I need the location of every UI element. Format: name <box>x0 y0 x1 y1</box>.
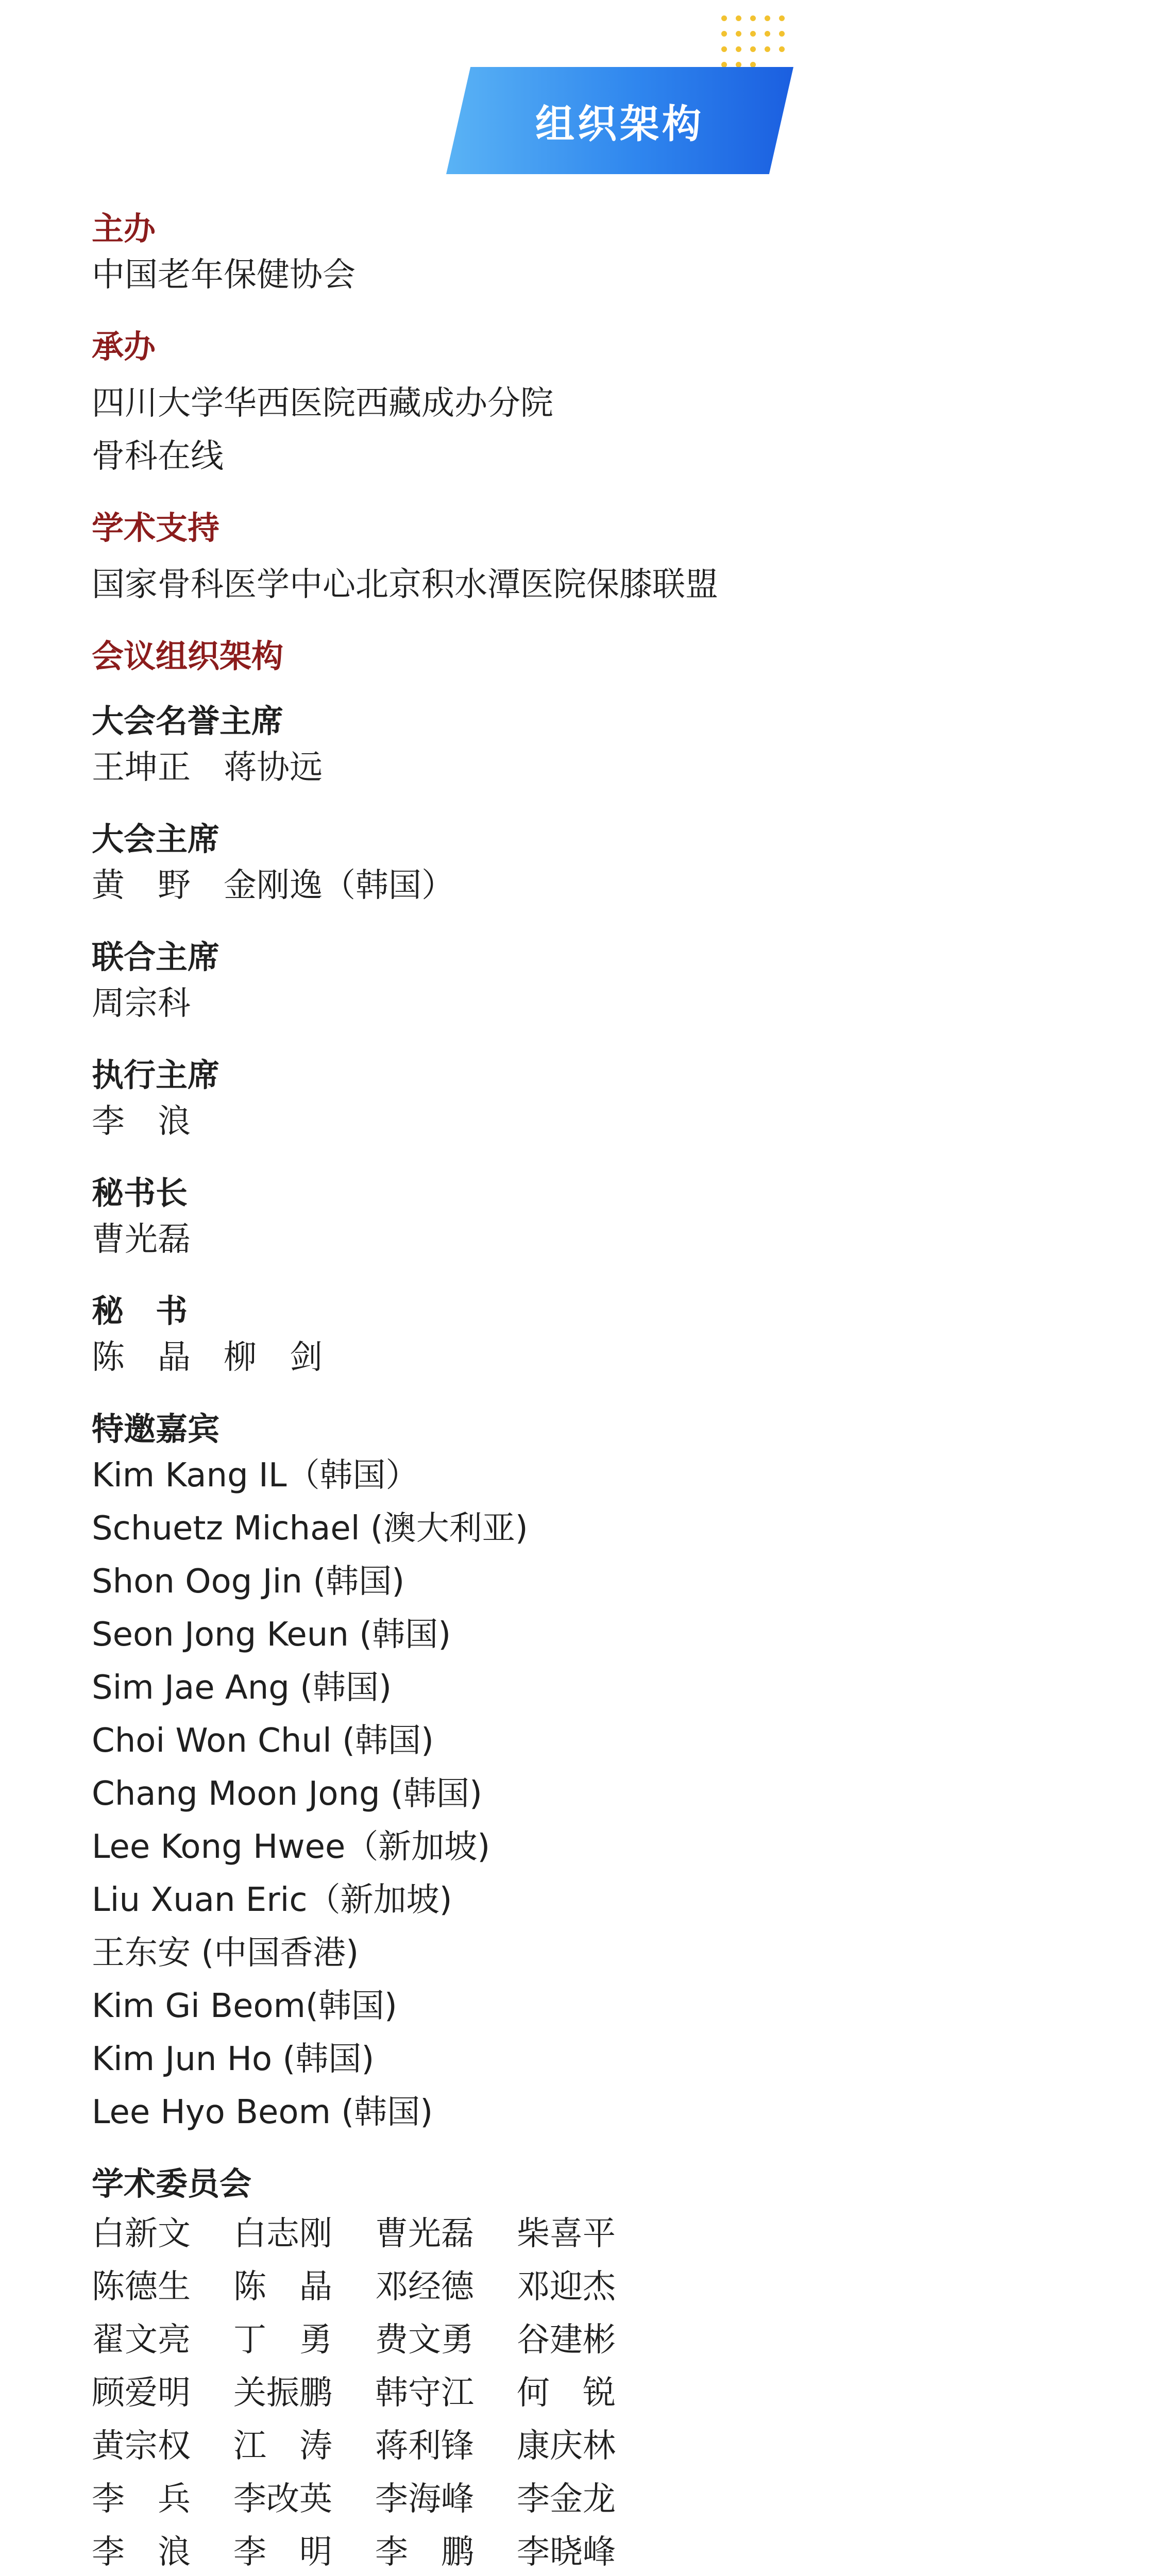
role-names: 李 浪 <box>92 1103 191 1141</box>
member-name: 邓迎杰 <box>517 2267 616 2306</box>
committee-row <box>92 2257 1096 2310</box>
role-title: 大会主席 <box>92 820 220 858</box>
guest-name: Sim Jae Ang (韩国) <box>92 1669 392 1707</box>
guest-name: Shon Oog Jin (韩国) <box>92 1563 405 1601</box>
role-names: 曹光磊 <box>92 1221 191 1259</box>
role-title: 执行主席 <box>92 1056 220 1094</box>
guest-name: Kim Jun Ho (韩国) <box>92 2040 375 2078</box>
member-name: 李晓峰 <box>517 2533 616 2571</box>
member-name: 白新文 <box>92 2214 191 2253</box>
member-name: 陈 晶 <box>233 2267 332 2306</box>
guest-name: Seon Jong Keun (韩国) <box>92 1616 451 1654</box>
host-name: 中国老年保健协会 <box>92 256 356 294</box>
decorative-dot <box>779 31 785 37</box>
guest-name: Kim Gi Beom(韩国) <box>92 1987 397 2025</box>
academic-support-name: 国家骨科医学中心北京积水潭医院保膝联盟 <box>92 566 718 604</box>
decorative-dot <box>765 31 770 37</box>
guest-name: 王东安 (中国香港) <box>92 1934 359 1972</box>
section-title-organizer: 承办 <box>92 328 156 365</box>
member-name: 丁 勇 <box>233 2320 332 2359</box>
role-title: 大会名誉主席 <box>92 702 284 740</box>
roles-list <box>92 701 1096 1409</box>
member-name: 关振鹏 <box>233 2374 332 2412</box>
guest-name: Schuetz Michael (澳大利亚) <box>92 1510 528 1548</box>
guest-name: Lee Kong Hwee（新加坡) <box>92 1828 490 1866</box>
decorative-dot <box>736 46 741 52</box>
guest-name: Choi Won Chul (韩国) <box>92 1722 434 1760</box>
member-name: 李 浪 <box>92 2533 191 2571</box>
committee-row <box>92 2310 1096 2363</box>
decorative-dot <box>750 15 756 21</box>
member-name: 江 涛 <box>233 2427 332 2465</box>
member-name: 李改英 <box>233 2480 332 2518</box>
member-name: 何 锐 <box>517 2374 616 2412</box>
member-name: 李金龙 <box>517 2480 616 2518</box>
decorative-dot <box>779 46 785 52</box>
guest-name: Kim Kang IL（韩国） <box>92 1456 419 1495</box>
member-name: 柴喜平 <box>517 2214 616 2253</box>
member-name: 蒋利锋 <box>375 2427 474 2465</box>
member-name: 费文勇 <box>375 2320 474 2359</box>
role-names: 王坤正 蒋协远 <box>92 749 323 787</box>
organizer-name: 骨科在线 <box>92 437 224 476</box>
role-names: 黄 野 金刚逸（韩国） <box>92 867 454 905</box>
guest-name: Lee Hyo Beom (韩国) <box>92 2093 433 2131</box>
role-names: 周宗科 <box>92 985 191 1023</box>
member-name: 李海峰 <box>375 2480 474 2518</box>
section-title-academic-support: 学术支持 <box>92 509 220 547</box>
decorative-dot <box>765 46 770 52</box>
guest-name: Liu Xuan Eric（新加坡) <box>92 1881 452 1919</box>
decorative-dot <box>750 46 756 52</box>
decorative-dot <box>721 15 727 21</box>
organizer-name: 四川大学华西医院西藏成办分院 <box>92 384 553 422</box>
section-title-host: 主办 <box>92 210 156 247</box>
member-name: 白志刚 <box>233 2214 332 2253</box>
member-name: 顾爱明 <box>92 2374 191 2412</box>
member-name: 邓经德 <box>375 2267 474 2306</box>
committee-row <box>92 2522 1096 2575</box>
guest-name: Chang Moon Jong (韩国) <box>92 1775 482 1813</box>
member-name: 陈德生 <box>92 2267 191 2306</box>
decorative-dot <box>736 15 741 21</box>
committee-row <box>92 2204 1096 2257</box>
member-name: 韩守江 <box>375 2374 474 2412</box>
academic-committee-title: 学术委员会 <box>92 2165 252 2202</box>
committee-row <box>92 2363 1096 2416</box>
decorative-dot <box>736 31 741 37</box>
member-name: 黄宗权 <box>92 2427 191 2465</box>
committee-row <box>92 2469 1096 2522</box>
member-name: 谷建彬 <box>517 2320 616 2359</box>
member-name: 曹光磊 <box>375 2214 474 2253</box>
member-name: 翟文亮 <box>92 2320 191 2359</box>
guests-title: 特邀嘉宾 <box>92 1410 220 1448</box>
decorative-dot <box>779 15 785 21</box>
section-title-org-structure: 会议组织架构 <box>92 637 284 675</box>
guests-list <box>92 1449 1096 2139</box>
member-name: 康庆林 <box>517 2427 616 2465</box>
role-title: 联合主席 <box>92 938 220 976</box>
page-title: 组织架构 <box>535 100 704 147</box>
role-title: 秘 书 <box>92 1292 188 1330</box>
member-name: 李 明 <box>233 2533 332 2571</box>
academic-committee-grid <box>92 2204 1096 2576</box>
role-names: 陈 晶 柳 剑 <box>92 1338 323 1377</box>
content <box>92 209 1096 2576</box>
decorative-dot <box>750 31 756 37</box>
role-title: 秘书长 <box>92 1174 188 1212</box>
decorative-dot <box>721 46 727 52</box>
decorative-dot <box>765 15 770 21</box>
header-banner <box>446 67 793 174</box>
decorative-dot <box>721 31 727 37</box>
committee-row <box>92 2416 1096 2469</box>
member-name: 李 兵 <box>92 2480 191 2518</box>
member-name: 李 鹏 <box>375 2533 474 2571</box>
